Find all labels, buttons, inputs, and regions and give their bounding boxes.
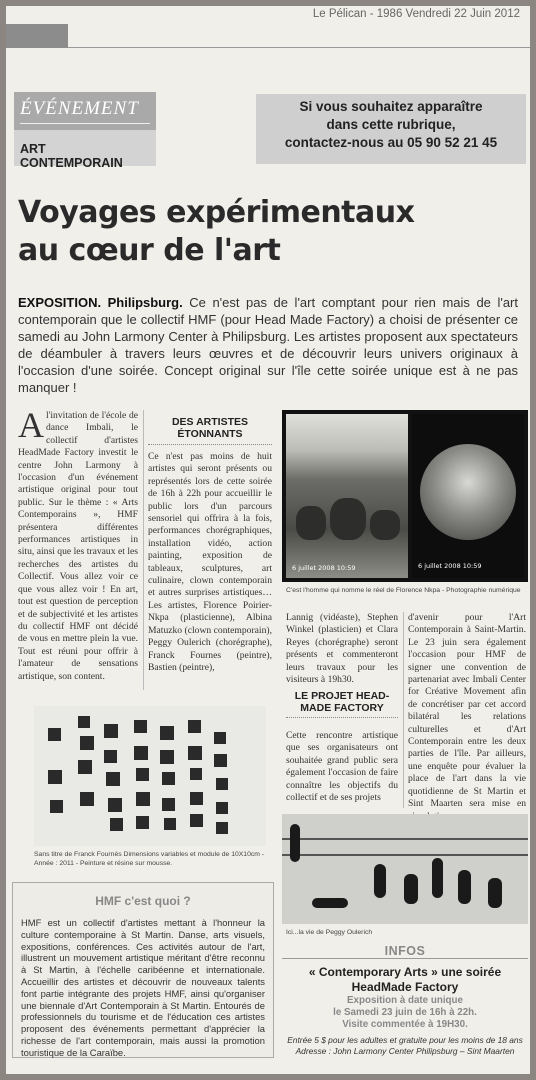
artwork-tile [80, 792, 94, 806]
artwork-tile [216, 802, 228, 814]
artwork-tile [134, 720, 147, 733]
artwork-tile [106, 772, 120, 786]
photo-circle-crop [412, 414, 524, 578]
top-bar [6, 8, 530, 48]
promo-line-1: Si vous souhaitez apparaître [299, 99, 483, 114]
infos-title-2: HeadMade Factory [351, 980, 459, 994]
column-1-text: l'invitation de l'école de dance Imbali, le collectif d'artistes HeadMade Factory investit le centre John Larmony à l'occasion d'un événement artistique original pour tout public. Sur le thème : « Arts Contemporains », HMF présentera différentes performances artistiques in situ, ainsi que les travaux et les recherches des artistes du Collectif. Vous allez voir ce que vous allez voir ! En art, tout est question de perception et de subjectivité et les artistes du collectif HMF ont décidé de vous en mettre plein la vue. Tout est réuni pour offrir à l'amateur de sensations artistique, son content. [18, 410, 138, 682]
hmf-sidebar [12, 882, 274, 1058]
photo-figure [370, 510, 400, 540]
column-5-text: Cette rencontre artistique que ses organisateurs ont souhaitée grand public sera également l'occasion de faire connaître les objectifs du collectif et de ses projets [286, 730, 398, 804]
hmf-text: HMF est un collectif d'artistes mettant à l'honneur la culture contemporaine à St Martin. Danse, arts visuels, expositions, conférences. Ces activités autour de l'art, illustrent un mouvement artistique méritant d'être reconnu à St Martin, à l'échelle caribéenne et internationale. Accueillir des artistes et découvrir de nouveaux talents font partie intégrante des projets HMF, ainsi qu'organiser une biennale d'Art Contemporain à St Martin. Entourés de professionnels du tourisme et de l'éducation ces artistes proposent des événements permettant d'apprécier la richesse de l'art contemporain, mais aussi la promotion touristique de la Caraïbe. [21, 917, 265, 1058]
infos-sub-1: Exposition à date unique [347, 995, 463, 1006]
photo-figure [296, 506, 326, 540]
artwork-tile [188, 720, 201, 733]
lead-label: EXPOSITION. Philipsburg. [18, 295, 183, 310]
dancer-figure [374, 864, 386, 898]
infos-sub-3: Visite commentée à 19H30. [342, 1019, 468, 1030]
artwork-tile [190, 814, 203, 827]
column-2-text: Ce n'est pas moins de huit artistes qui seront présents ou représentés lors de cette soirée de 16h à 22h pour accueillir le public lors d'un parcours sensoriel qui offrira à la fois, performances chorégraphiques, installation vidéo, action painting, exposition de tableaux, sculptures, art culinaire, clown contemporain et autres surprises artistiques… Les artistes, Florence Poirier-Nkpa (plasticienne), Albina Matuzko (clown contemporain), Peggy Oulerich (chorégraphe), Franck Fournes (peintre), Bastien (peintre), [148, 451, 272, 673]
kicker-section: ART CONTEMPORAIN [14, 130, 156, 166]
artwork-tile [48, 728, 61, 741]
masthead: Le Pélican - 1986 Vendredi 22 Juin 2012 [312, 8, 520, 20]
artwork-tile [136, 816, 149, 829]
circle-vignette [420, 444, 516, 540]
lead-text: Ce n'est pas de l'art comptant pour rien mais de l'art contemporain que le collectif HMF (pour Head Made Factory) a choisi de présenter ce samedi au John Larmony Center à Philipsburg. Les artistes proposent aux spectateurs de déambuler à travers leurs œuvres et de découvrir leurs univers originaux à l'occasion d'une soirée. Concept original sur l'île cette soirée unique est à ne pas manquer ! [18, 295, 518, 395]
infos-address: Adresse : John Larmony Center Philipsburg – Sint Maarten [295, 1046, 515, 1056]
artwork-tile [108, 798, 122, 812]
column-3-text: Lannig (vidéaste), Stephen Winkel (plasticien) et Clara Reyes (chorégraphe) seront présents et commenteront leurs travaux pour les visiteurs à 19h30. [286, 612, 398, 686]
artwork-tile [160, 726, 174, 740]
photo-3-caption: Ici...la vie de Peggy Oulerich [286, 929, 373, 936]
section-tab [6, 24, 68, 48]
infos-box [282, 958, 528, 1068]
artwork-tile [162, 772, 175, 785]
contact-promo [256, 94, 526, 164]
section-kicker [14, 92, 156, 170]
artwork-tile [214, 732, 226, 744]
dancer-figure [312, 898, 348, 908]
headline-line-2: au cœur de l'art [18, 233, 281, 268]
photo-rail [282, 838, 528, 840]
article-column-4 [408, 612, 526, 823]
artwork-tile [134, 746, 148, 760]
artwork-tile [104, 750, 117, 763]
dancer-figure [290, 824, 300, 862]
article-column-3 [286, 612, 398, 686]
article-column-5 [286, 730, 398, 804]
artwork-tile [160, 750, 174, 764]
infos-label: INFOS [384, 944, 426, 958]
artwork-tile [190, 768, 202, 780]
photo-florence-nkpa [282, 410, 528, 582]
artwork-tile [48, 770, 62, 784]
photo-peggy-oulerich [282, 814, 528, 924]
article-column-1 [18, 405, 138, 683]
artwork-tile [110, 818, 123, 831]
artwork-tile [136, 768, 149, 781]
dancer-figure [458, 870, 471, 904]
kicker-category: ÉVÉNEMENT [20, 98, 150, 124]
artwork-tile [214, 754, 227, 767]
article-lead [18, 294, 518, 396]
dancer-figure [404, 874, 418, 904]
photo-beach-crowd [286, 414, 408, 578]
artwork-tile [188, 746, 202, 760]
artwork-tile [216, 822, 228, 834]
column-4-text: d'avenir pour l'Art Contemporain à Saint-Martin. Le 23 juin sera également l'occasion pour HMF de signer une convention de partenariat avec Imbali Center for Créative Movement afin de concrétiser par cet accord bilatéral les relations culturelles et d'Art Contemporain entre les deux parties de l'île. Par ailleurs, une enquête pour évaluer la place de l'art dans la vie quotidienne de St Martin et Sint Maarten sera mise en [408, 612, 526, 810]
subhead-artistes: DES ARTISTES ÉTONNANTS [148, 416, 272, 445]
artwork-tile [190, 792, 203, 805]
drop-cap: A [18, 405, 44, 445]
promo-line-3: contactez-nous au 05 90 52 21 45 [284, 135, 498, 150]
column-divider [143, 410, 144, 690]
dancer-figure [432, 858, 443, 898]
artwork-tile [162, 798, 175, 811]
artwork-caption: Sans titre de Franck Fournès Dimensions variables et module de 10X10cm - Année : 2011 - Peinture et résine sur mousse. [34, 851, 265, 867]
artwork-tile [80, 736, 94, 750]
column-divider [403, 612, 404, 808]
photo-date-left: 6 juillet 2008 10:59 [292, 564, 356, 572]
dancer-figure [488, 878, 502, 908]
subhead-projet: LE PROJET HEAD-MADE FACTORY [286, 690, 398, 718]
promo-line-2: dans cette rubrique, [326, 117, 456, 132]
artwork-tile [136, 792, 150, 806]
newspaper-page [6, 6, 530, 1074]
headline-line-1: Voyages expérimentaux [18, 195, 415, 230]
infos-price: Entrée 5 $ pour les adultes et gratuite pour les moins de 18 ans [287, 1035, 523, 1045]
artwork-tile [78, 716, 90, 728]
artwork-tile [104, 724, 118, 738]
artwork-tile [50, 800, 63, 813]
artwork-tile [216, 778, 228, 790]
infos-sub-2: le Samedi 23 juin de 16h à 22h. [333, 1007, 477, 1018]
photo-rail [282, 854, 528, 856]
photo-figure [330, 498, 366, 540]
photo-caption: C'est l'homme qui nomme le réel de Florence Nkpa - Photographie numérique [286, 587, 521, 594]
top-rule [68, 47, 530, 48]
photo-date-right: 6 juillet 2008 10:59 [418, 562, 482, 570]
article-column-2 [148, 416, 272, 674]
artwork-tile [78, 760, 92, 774]
artwork-franck-fournes [34, 706, 266, 846]
hmf-title: HMF c'est quoi ? [95, 894, 191, 908]
article-headline [18, 194, 518, 270]
artwork-tile [164, 818, 176, 830]
infos-title-1: « Contemporary Arts » une soirée [308, 965, 502, 979]
